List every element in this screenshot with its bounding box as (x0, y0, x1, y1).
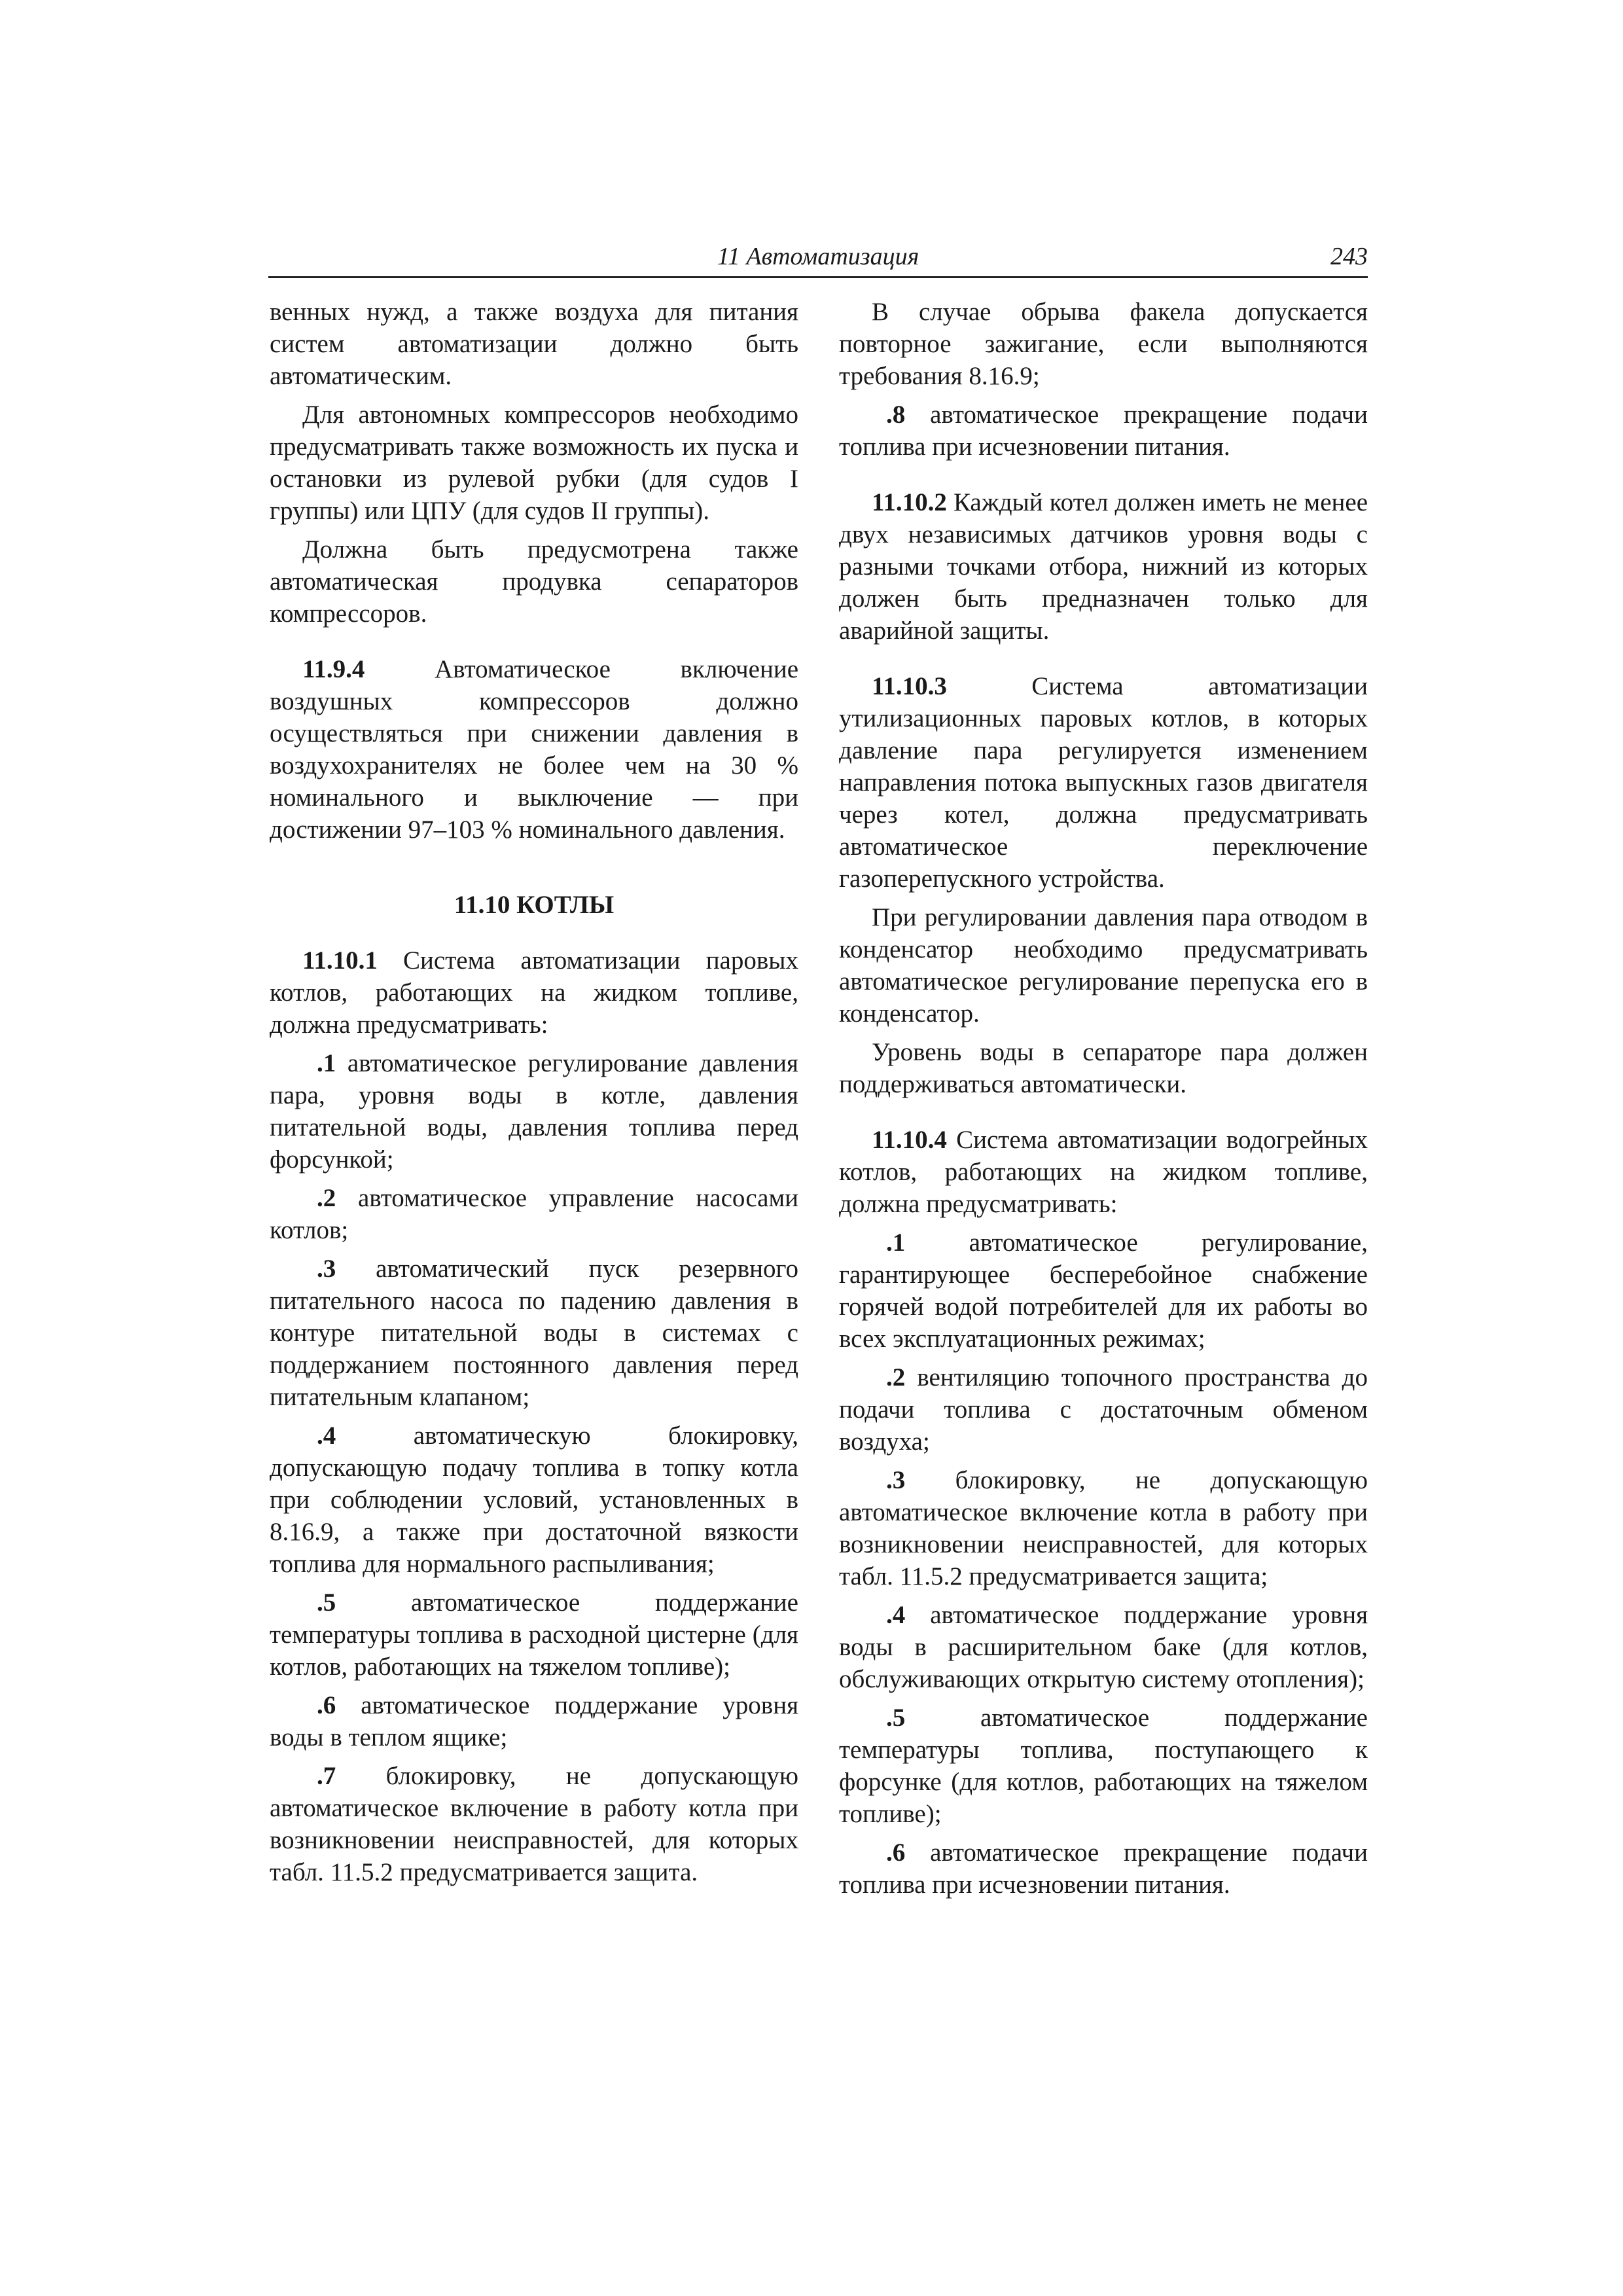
section-heading: 11.10 КОТЛЫ (454, 891, 615, 919)
list-item (839, 1464, 1368, 1592)
list-item (839, 1837, 1368, 1901)
paragraph: Уровень воды в сепараторе пара должен поддерживаться автоматически. (839, 1038, 1368, 1098)
item-text: автоматический пуск резервного питательного насоса по падению давления в контуре питательной воды в системах с поддержанием постоянного давления перед питательным клапаном; (270, 1255, 799, 1411)
item-number: .7 (317, 1762, 336, 1790)
item-number: .4 (886, 1601, 906, 1629)
item-text: блокировку, не допускающую автоматическое включение в работу котла при возникновении неисправностей, для которых табл. 11.5.2 предусматривается защита. (270, 1762, 798, 1886)
section-number: 11.9.4 (302, 655, 365, 683)
list-item (270, 1760, 798, 1888)
item-text: автоматическое поддержание температуры топлива в расходной цистерне (для котлов, работающих на тяжелом топливе); (270, 1588, 798, 1681)
list-item (839, 1599, 1368, 1695)
item-number: .6 (886, 1839, 906, 1867)
item-number: .5 (317, 1588, 336, 1617)
item-text: автоматическое прекращение подачи топлива при исчезновении питания. (839, 1839, 1368, 1899)
list-item (839, 1702, 1368, 1830)
item-number: .2 (317, 1184, 336, 1212)
chapter-title: 11 Автоматизация (717, 243, 919, 270)
list-item (270, 1689, 798, 1753)
item-text: автоматическое регулирование давления пара, уровня воды в котле, давления питательной воды, давления топлива перед форсункой; (270, 1049, 798, 1174)
paragraph: Должна быть предусмотрена также автоматическая продувка сепараторов компрессоров. (270, 535, 798, 628)
section-number: 11.10.1 (302, 946, 378, 975)
section-11-9-4 (270, 653, 798, 846)
item-number: .3 (886, 1466, 906, 1494)
section-number: 11.10.2 (872, 488, 947, 516)
item-text: блокировку, не допускающую автоматическое включение котла в работу при возникновении неисправностей, для которых табл. 11.5.2 предусматривается защита; (839, 1466, 1368, 1590)
item-number: .1 (886, 1229, 906, 1257)
page-number: 243 (1330, 243, 1368, 270)
section-11-10-4 (839, 1124, 1368, 1220)
item-number: .1 (317, 1049, 336, 1077)
paragraph: В случае обрыва факела допускается повторное зажигание, если выполняются требования 8.16.9; (839, 298, 1368, 390)
section-text: Система автоматизации утилизационных паровых котлов, в которых давление пара регулируется изменением направления потока выпускных газов двигателя через котел, должна предусматривать автоматическое переключение газоперепускного устройства. (839, 672, 1368, 893)
section-number: 11.10.3 (872, 672, 947, 700)
section-text: Каждый котел должен иметь не менее двух независимых датчиков уровня воды с разными точками отбора, нижний из которых должен быть предназначен только для аварийной защиты. (839, 488, 1368, 645)
left-column (270, 296, 798, 1895)
item-text: автоматическое прекращение подачи топлива при исчезновении питания. (839, 401, 1368, 461)
item-text: автоматическую блокировку, допускающую подачу топлива в топку котла при соблюдении условий, установленных в 8.16.9, а также при достаточной вязкости топлива для нормального распыливания; (270, 1422, 798, 1578)
item-text: автоматическое поддержание температуры топлива, поступающего к форсунке (для котлов, работающих на тяжелом топливе); (839, 1704, 1368, 1828)
item-text: вентиляцию топочного пространства до подачи топлива с достаточным обменом воздуха; (839, 1363, 1368, 1456)
item-number: .6 (317, 1691, 336, 1719)
item-number: .8 (886, 401, 906, 429)
list-item (839, 1361, 1368, 1458)
paragraph: Для автономных компрессоров необходимо предусматривать также возможность их пуска и остановки из рулевой рубки (для судов I группы) или ЦПУ (для судов II группы). (270, 401, 798, 525)
item-number: .2 (886, 1363, 906, 1391)
list-item (270, 1253, 798, 1413)
item-text: автоматическое регулирование, гарантирующее бесперебойное снабжение горячей водой потребителей для их работы во всех эксплуатационных режимах; (839, 1229, 1368, 1353)
right-column (839, 296, 1368, 1907)
section-11-10-3 (839, 670, 1368, 895)
item-text: автоматическое поддержание уровня воды в теплом ящике; (270, 1691, 799, 1751)
list-item (270, 1420, 798, 1580)
item-number: .3 (317, 1255, 336, 1283)
section-11-10-1 (270, 944, 798, 1041)
list-item (839, 1227, 1368, 1355)
item-number: .4 (317, 1422, 336, 1450)
section-number: 11.10.4 (872, 1126, 947, 1154)
paragraph: венных нужд, а также воздуха для питания систем автоматизации должно быть автоматическим. (270, 298, 798, 390)
list-item (839, 399, 1368, 463)
section-text: Система автоматизации водогрейных котлов, работающих на жидком топливе, должна предусматривать: (839, 1126, 1368, 1218)
list-item (270, 1587, 798, 1683)
section-11-10-2 (839, 486, 1368, 647)
list-item (270, 1047, 798, 1175)
paragraph: При регулировании давления пара отводом в конденсатор необходимо предусматривать автоматическое регулирование перепуска его в конденсатор. (839, 903, 1368, 1028)
section-text: Система автоматизации паровых котлов, работающих на жидком топливе, должна предусматривать: (270, 946, 798, 1039)
item-text: автоматическое поддержание уровня воды в расширительном баке (для котлов, обслуживающих открытую систему отопления); (839, 1601, 1368, 1693)
item-text: автоматическое управление насосами котлов; (270, 1184, 798, 1244)
running-header (268, 240, 1368, 278)
item-number: .5 (886, 1704, 906, 1732)
section-text: Автоматическое включение воздушных компрессоров должно осуществляться при снижении давления в воздухохранителях не более чем на 30 % номинального и выключение — при достижении 97–103 % номинального давления. (270, 655, 799, 844)
list-item (270, 1182, 798, 1246)
